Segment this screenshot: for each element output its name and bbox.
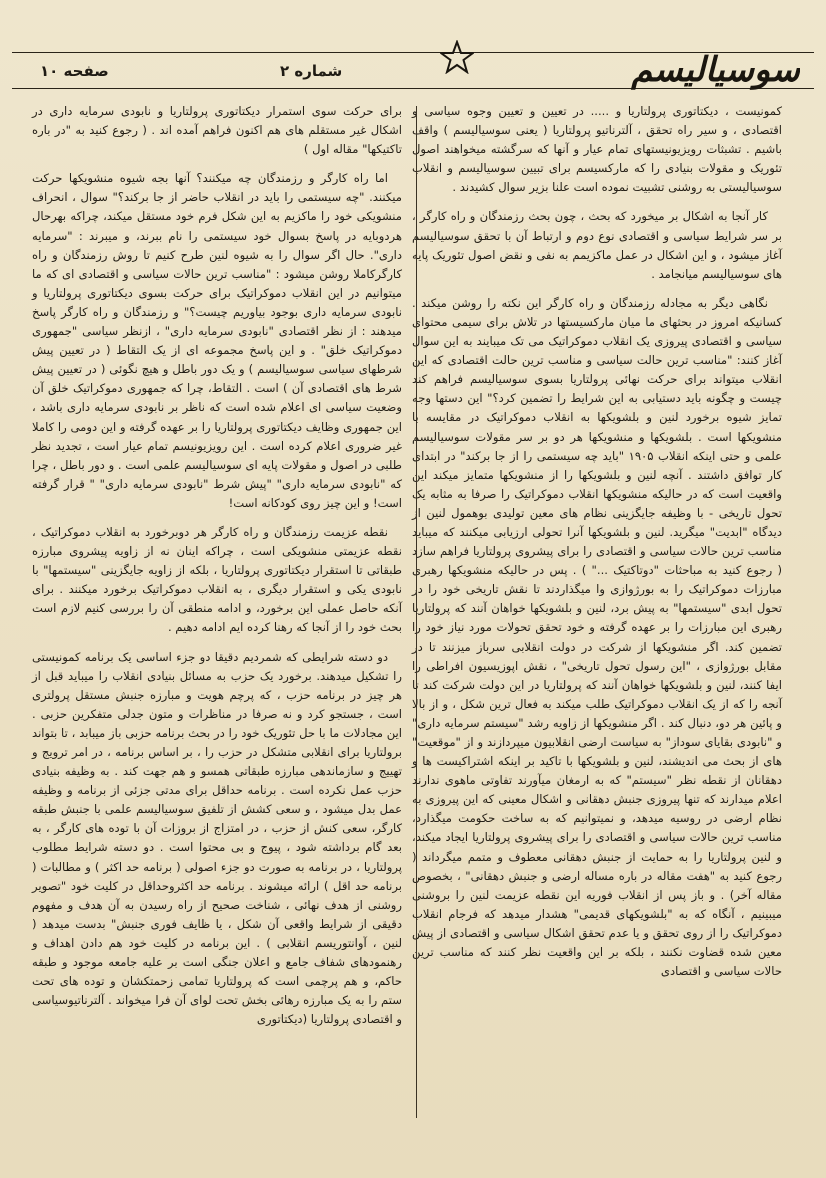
paragraph: کمونیست ، دیکتاتوری پرولتاریا و ..... در تعیین و تعیین وجوه سیاسی و اقتصادی ، و سیر راه تحقق ، آلترناتیو پرولتاریا ( یعنی سوسیالیسم ) واقف باشیم . تشبثات رویزیونیستهای تمام عیار و آنها که سرگشته میخواهند اصول تئوریک و مقولات بنیادی را که مارکسیسم برای تبیین سوسیالیسم و انقلاب سوسیالیستی به روشنی تشبیت نموده است علنا بزیر سوال کشیدند . [412, 104, 782, 195]
left-column [32, 102, 402, 1039]
paragraph: کار آنجا به اشکال بر میخورد که بحث ، چون بحث رزمندگان و راه کارگر ، بر سر شرایط سیاسی و اقتصادی نوع دوم و ارتباط آن با تحقق سوسیالیسم آغاز میشود ، و این اشکال در عمل ماکزیمم به نفی و نقض اصول تئوریک پایه های سوسیالیسم میانجامد . [412, 209, 782, 281]
page-number: صفحه ۱۰ [40, 62, 109, 80]
paragraph: نگاهی دیگر به مجادله رزمندگان و راه کارگر این نکته را روشن میکند . کسانیکه امروز در بحثهای ما میان مارکسیستها در تلاش برای سیمی محتوای سیاسی و اقتصادی پیروزی یک انقلاب دموکراتیک می تک میبایند به این سوال آغاز کنند: "مناسب ترین حالت سیاسی و مناسب ترین حالت اقتصادی که این انقلاب میتواند برای حرکت نهائی پرولتاریا بسوی سوسیالیسم فراهم کند چیست و چگونه باید دستیابی به این شرایط را تضمین کرد؟" این دستها وجه تمایز شیوه برخورد لنین و بلشویکها به انقلاب دموکراتیک در مقایسه با منشویکها است . بلشویکها و منشویکها هر دو بر سر مقولات سوسیالیسم علمی و حتی اینکه انقلاب ۱۹۰۵ "باید چه سیستمی را از جا برکند" در ابتدای کار توافق داشتند . آنچه لنین و بلشویکها را از منشویکها متمایز میکند این واقعیت است که در حالیکه منشویکها انقلاب دموکراتیک را صرفا به مثابه یک تحول تاریخی - با وظیفه جایگزینی نظام های معین تولیدی بوهمول لنین از دیدگاه "ابدیت" میگرید. لنین و بلشویکها آنرا تحولی ارزیابی میکنند که میباید مناسب ترین حالات سیاسی و اقتصادی را برای پیشروی پرولتاریا فراهم سازد ( رجوع کنید به مباحثات "دوتاکتیک ..." ) . پس در حالیکه منشویکها رهبری مبارزات دموکراتیک را به بورژوازی وا میگذاردند تا نقش تاریخی خود را در تحول ابدی "سیستمها" به پیش برد، لنین و بلشویکها خواهان آنند که پرولتاریا رهبری این مبارزات را بر عهده گرفته و خود تحقق تحولات مورد نیاز خود را تضمین کند. اگر منشویکها از شرکت در دولت انقلابی سرباز میزنند تا در مقابل بورژوازی ، "این رسول تحول تاریخی" ، نقش اپوزیسیون افراطی را ایفا کنند، لنین و بلشویکها خواهان آنند که پرولتاریا در این دولت شرکت کند تا آنجه را که از یک انقلاب دموکراتیک طلب میکند به فعال ترین شکل ، و از بالا و پائین هر دو، دنبال کند . اگر منشویکها از زاویه رشد "سیستم سرمایه داری" و "نابودی بقایای سوداز" به سیاست ارضی انقلابیون میپردازند و از "موقعیت" های از بحث می اندیشند، لنین و بلشویکها با تاکید بر اینکه اشتراکیست ها و دهقانان از نقطه نظر "سیستم" که به ارمغان میآورند تفاوتی ماهوی ندارند اعلام میدارند که تنها پیروزی جنبش دهقانی و اشکال معینی که این پیروزی به نظام ارضی در روسیه میدهد، و نمیتوانیم که به ساخت حکومت میگذارد، مناسب ترین حالات سیاسی و اقتصادی را برای پیشروی پرولتاریا ایجاد میکند، و لنین پرولتاریا را به حمایت از جنبش دهقانی معطوف و متمم میگرداند ( رجوع کنید به "هفت مقاله در باره مساله ارضی و جنبش دهقانی" ، بخصوص مقاله آخر) . و باز پس از انقلاب فوریه این نقطه عزیمت لنین را بروشنی میبینیم ، آنگاه که به "بلشویکهای قدیمی" هشدار میدهد که فرجام انقلاب دموکراتیک را از روی تحقق و یا عدم تحقق اشکال سیاسی و اقتصادی از پیش معین شده قضاوت نکنند ، بلکه بر این واقعیت نظر کنند که مناسب ترین حالات سیاسی و اقتصادی [412, 295, 782, 979]
publication-title: سوسیالیسم [631, 50, 800, 90]
paragraph: دو دسته شرایطی که شمردیم دقیقا دو جزء اساسی یک برنامه کمونیستی را تشکیل میدهند. برخورد یک حزب به مسائل بنیادی انقلاب را میباید قبل از هر چیز در برنامه حزب ، که پرچم هویت و مبارزه جنبش مستقل پرولتری است ، جستجو کرد و نه صرفا در مناظرات و متون جدلی متفکرین حزبی . این مجادلات ما با حل تئوریک خود را در بحث برنامه حزبی باز میبابد ، تا بتواند برولتاریا برای انقلابی متشکل در حزب را ، بر اساس برنامه ، در امر ترویج و تهییج و سازماندهی مبارزه طبقاتی همسو و هم جهت کند . به وظیفه بنیادی حزب عمل نکرده است . برنامه حداقل برای مدتی جزئی از برنامه و وظیفه عمل بدل میشود ، و سعی کشش از تلفیق سوسیالیسم علمی با جنبش طبقه کارگر، سعی کنش از حزب ، در امتزاج از بروزات آن با توده های کارگر ، به بعد گام برداشته شود ، پیوج و بی محتوا است . دو دسته شرایط مطلوب پرولتاریا ، در برنامه به صورت دو جزء اصولی ( برنامه حد اکثر ) و مطالبات ( برنامه حد اقل ) ارائه میشوند . برنامه حد اکثروحداقل در کلیت خود "تصویر روشنی از هدف نهائی ، شناخت صحیح از راه رسیدن به آن هدف و مفهوم دقیقی از شرایط واقعی آن شکل ، یا ظایف فوری جنبش" بدست میدهد ( لنین ، آوانتوریسم انقلابی ) . این برنامه در کلیت خود هم دادن اهداف و رهنمودهای شفاف جامع و اعلان جنگی است بر علیه جامعه موجود و طبقه حاکم، و هم پرچمی است که پرولتاریا تمامی زحمتکشان و توده های تحت ستم را به یک مبارزه رهائی بخش تحت لوای آن فرا میخواند . آلترناتیوسیاسی و اقتصادی پرولتاریا (دیکتاتوری [32, 649, 402, 1027]
right-column [412, 102, 782, 991]
issue-number: شماره ۲ [280, 62, 343, 80]
publication-logo [440, 40, 800, 90]
paragraph: اما راه کارگر و رزمندگان چه میکنند؟ آنها بجه شیوه منشویکها حرکت میکنند. "چه سیستمی را باید در انقلاب حاضر از جا برکند؟" سوال ، انحراف منشویکی خود را ماکزیم به این شکل فرم خود مستقل میکند، چراکه بهرحال هردوبایه در پاسخ بسوال خود سیستمی را نام ببرند، و میبرند : "سرمایه داری". حال اگر سوال را به شیوه لنین طرح کنیم تا روش رزمندگان و راه کارگرکاملا روشن میشود : "مناسب ترین حالات سیاسی و اقتصادی ای که ما میتوانیم در این انقلاب دموکراتیک برای حرکت بسوی دیکتاتوری پرولتاریا و نابودی سرمایه داری بوجود بیاوریم چیست؟" و رزمندگان و راه کارگر پاسخ میدهند : از نظر اقتصادی "نابودی سرمایه داری" ، ازنظر سیاسی "جمهوری دموکراتیک خلق" . و این پاسخ مجموعه ای از یک التقاط ( در تعیین پیش شرطهای سیاسی سوسیالیسم ) و یک دور باطل و هیچ نگوئی ( در تعیین پیش شرط های اقتصادی آن ) است . التقاط، چرا که جمهوری دموکراتیک خلق آن وضعیت سیاسی ای اعلام شده است که ناظر بر نابودی سرمایه داری باشد ، این جمهوری وظایف دیکتاتوری پرولتاریا را بر عهده گرفته و این دومی را کاملا غیر ضروری اعلام کرده است . این رویزیونیسم تمام عیار است ، تجدید نظر طلبی در اصول و مقولات پایه ای سوسیالیسم علمی است . و دور باطل ، چرا که "نابودی سرمایه داری" "پیش شرط "نابودی سرمایه داری" " قرار گرفته است! و این چیز روی کودکانه است! [32, 171, 402, 510]
paragraph: برای حرکت سوی استمرار دیکتاتوری پرولتاریا و نابودی سرمایه داری در اشکال غیر مستقلم های هم اکنون فراهم آمده اند . ( رجوع کنید به "در باره تاکتیکها" مقاله اول ) [32, 104, 402, 157]
paragraph: نقطه عزیمت رزمندگان و راه کارگر هر دوبرخورد به انقلاب دموکراتیک ، نقطه عزیمتی منشویکی است ، چراکه اینان نه از زاویه پیشروی مبارزه طبقاتی تا استقرار دیکتاتوری پرولتاریا ، بلکه از زاویه جایگزینی "سیستمها" با نابودی یکی و استقرار دیگری ، به انقلاب دموکراتیک برخورد میکنند . برای آنکه حاصل عملی این برخورد، و ادامه منطقی آن را بررسی کنیم لازم است بحث خود را از آنجا که رهنا کرده ایم ادامه دهیم . [32, 524, 402, 635]
masthead [12, 38, 814, 96]
column-divider [416, 106, 417, 1118]
star-icon [440, 40, 474, 74]
